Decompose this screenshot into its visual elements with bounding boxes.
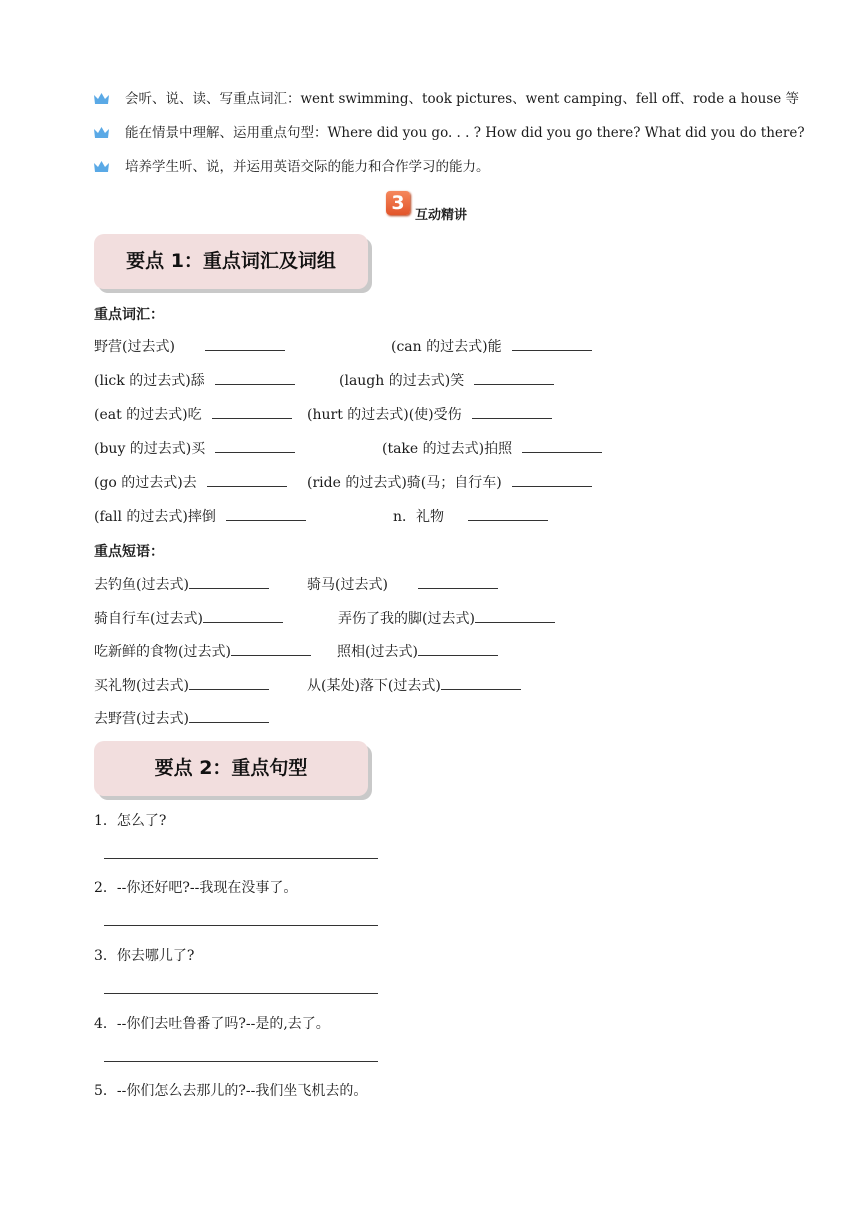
vocab-item: n．礼物 xyxy=(393,508,548,526)
phrase-item: 买礼物(过去式) xyxy=(94,677,269,695)
phrase-item: 吃新鲜的食物(过去式) xyxy=(94,643,311,661)
section-title: 互动精讲 xyxy=(415,208,468,223)
answer-blank[interactable] xyxy=(472,406,552,419)
vocab-item: (eat 的过去式)吃 xyxy=(94,406,292,424)
answer-blank[interactable] xyxy=(215,440,295,453)
answer-blank[interactable] xyxy=(207,474,287,487)
objective-text: 会听、说、读、写重点词汇：went swimming、took pictures、went camping、fell off、rode a house 等 xyxy=(125,91,800,107)
phrase-item: 骑自行车(过去式) xyxy=(94,610,283,628)
vocab-item: (laugh 的过去式)笑 xyxy=(339,372,554,390)
answer-blank[interactable] xyxy=(475,610,555,623)
sentence-item: 5．--你们怎么去那儿的?--我们坐飞机去的。 xyxy=(94,1083,368,1099)
phrase-item: 去野营(过去式) xyxy=(94,710,269,728)
answer-blank[interactable] xyxy=(205,338,285,351)
sentence-answer-line[interactable] xyxy=(104,981,378,999)
vocab-item: (take 的过去式)拍照 xyxy=(382,440,602,458)
keypoint-1-box xyxy=(94,234,368,289)
answer-blank[interactable] xyxy=(418,643,498,656)
sentence-answer-line[interactable] xyxy=(104,846,378,864)
answer-blank[interactable] xyxy=(474,372,554,385)
answer-blank[interactable] xyxy=(215,372,295,385)
vocab-item: (ride 的过去式)骑(马；自行车) xyxy=(307,474,592,492)
answer-blank[interactable] xyxy=(418,576,498,589)
answer-blank[interactable] xyxy=(226,508,306,521)
vocab-item: (buy 的过去式)买 xyxy=(94,440,295,458)
crown-icon xyxy=(94,160,109,173)
sentence-item: 3．你去哪儿了? xyxy=(94,948,195,964)
answer-blank[interactable] xyxy=(468,508,548,521)
answer-blank[interactable] xyxy=(104,1049,378,1062)
answer-blank[interactable] xyxy=(104,981,378,994)
answer-blank[interactable] xyxy=(512,338,592,351)
answer-blank[interactable] xyxy=(104,846,378,859)
vocab-heading: 重点词汇： xyxy=(94,307,164,323)
keypoint-2-box xyxy=(94,741,368,796)
phrase-item: 骑马(过去式) xyxy=(307,576,498,594)
sentence-answer-line[interactable] xyxy=(104,1049,378,1067)
crown-icon xyxy=(94,92,109,105)
answer-blank[interactable] xyxy=(212,406,292,419)
phrase-item: 照相(过去式) xyxy=(337,643,498,661)
vocab-item: (can 的过去式)能 xyxy=(391,338,592,356)
phrase-heading: 重点短语： xyxy=(94,544,164,560)
vocab-item: (hurt 的过去式)(使)受伤 xyxy=(307,406,552,424)
answer-blank[interactable] xyxy=(512,474,592,487)
answer-blank[interactable] xyxy=(189,710,269,723)
section-number-badge: 3 xyxy=(386,191,410,215)
phrase-item: 从(某处)落下(过去式) xyxy=(307,677,521,695)
vocab-item: (fall 的过去式)摔倒 xyxy=(94,508,306,526)
answer-blank[interactable] xyxy=(104,913,378,926)
vocab-item: (go 的过去式)去 xyxy=(94,474,287,492)
phrase-item: 弄伤了我的脚(过去式) xyxy=(338,610,555,628)
objective-text: 能在情景中理解、运用重点句型：Where did you go. . . ? How did you go there? What did you do there? xyxy=(125,125,805,141)
vocab-item: (lick 的过去式)舔 xyxy=(94,372,295,390)
answer-blank[interactable] xyxy=(522,440,602,453)
keypoint-1-title: 要点 1：重点词汇及词组 xyxy=(126,250,336,272)
keypoint-2-title: 要点 2：重点句型 xyxy=(154,757,308,779)
sentence-item: 2．--你还好吧?--我现在没事了。 xyxy=(94,880,298,896)
crown-icon xyxy=(94,126,109,139)
answer-blank[interactable] xyxy=(203,610,283,623)
sentence-item: 1．怎么了? xyxy=(94,813,167,829)
answer-blank[interactable] xyxy=(441,677,521,690)
sentence-item: 4．--你们去吐鲁番了吗?--是的,去了。 xyxy=(94,1016,330,1032)
phrase-item: 去钓鱼(过去式) xyxy=(94,576,269,594)
answer-blank[interactable] xyxy=(189,576,269,589)
vocab-item: 野营(过去式) xyxy=(94,338,285,356)
sentence-answer-line[interactable] xyxy=(104,913,378,931)
answer-blank[interactable] xyxy=(189,677,269,690)
answer-blank[interactable] xyxy=(231,643,311,656)
objective-text: 培养学生听、说，并运用英语交际的能力和合作学习的能力。 xyxy=(125,159,490,175)
